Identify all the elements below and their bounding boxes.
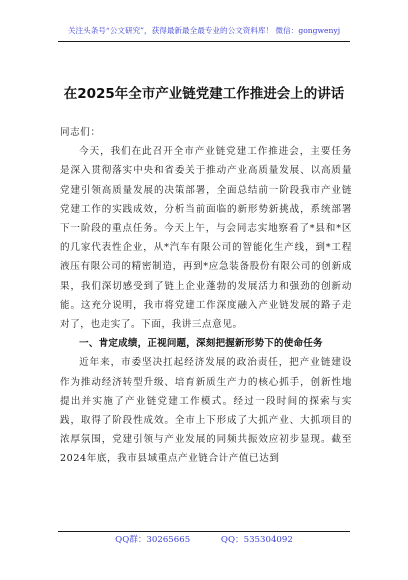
salutation: 同志们： bbox=[60, 127, 101, 138]
body-paragraph: 今天，我们在此召开全市产业链党建工作推进会，主要任务是深入贯彻落实中央和省委关于推动产业高质量发展、以高质量党建引领高质量发展的决策部署，全面总结前一阶段我市产业链党建工作的实践成效，分析当前面临的新形势新挑战，系统部署下一阶段的重点任务。今天上午，与会同志实地察看了*县和*区的几家代表性企业，从*汽车有限公司的智能化生产线，到*工程液压有限公司的精密制造，再到*应急装备股份有限公司的创新成果，我们深切感受到了链上企业蓬勃的发展活力和强劲的创新动能。这充分说明，我市将党建工作深度融入产业链发展的路子走对了，也走实了。下面，我讲三点意见。 bbox=[60, 146, 352, 331]
document-title: 在2025年全市产业链党建工作推进会上的讲话 bbox=[63, 86, 345, 102]
header-divider bbox=[58, 41, 350, 42]
header-promo-note: 关注头条号“公文研究”，获得最新最全最专业的公文资料库！ 微信：gongwenyj bbox=[67, 26, 341, 35]
body-paragraph: 近年来，市委坚决扛起经济发展的政治责任，把产业链建设作为推动经济转型升级、培育新质生产力的核心抓手，创新性地提出并实施了产业链党建工作模式。经过一段时间的探索与实践，取得了阶段性成效。全市上下形成了大抓产业、大抓项目的浓厚氛围，党建引领与产业发展的同频共振效应初步显现。截至2024年底，我市县域重点产业链合计产值已达到 bbox=[60, 357, 352, 465]
footer-qq-group: QQ群：30265665 bbox=[115, 535, 191, 545]
footer-divider bbox=[58, 531, 350, 532]
document-body bbox=[60, 123, 352, 469]
footer-qq: QQ：535304092 bbox=[220, 535, 293, 545]
footer-contact bbox=[0, 535, 408, 546]
section-heading: 一、肯定成绩，正视问题，深刻把握新形势下的使命任务 bbox=[79, 338, 323, 350]
